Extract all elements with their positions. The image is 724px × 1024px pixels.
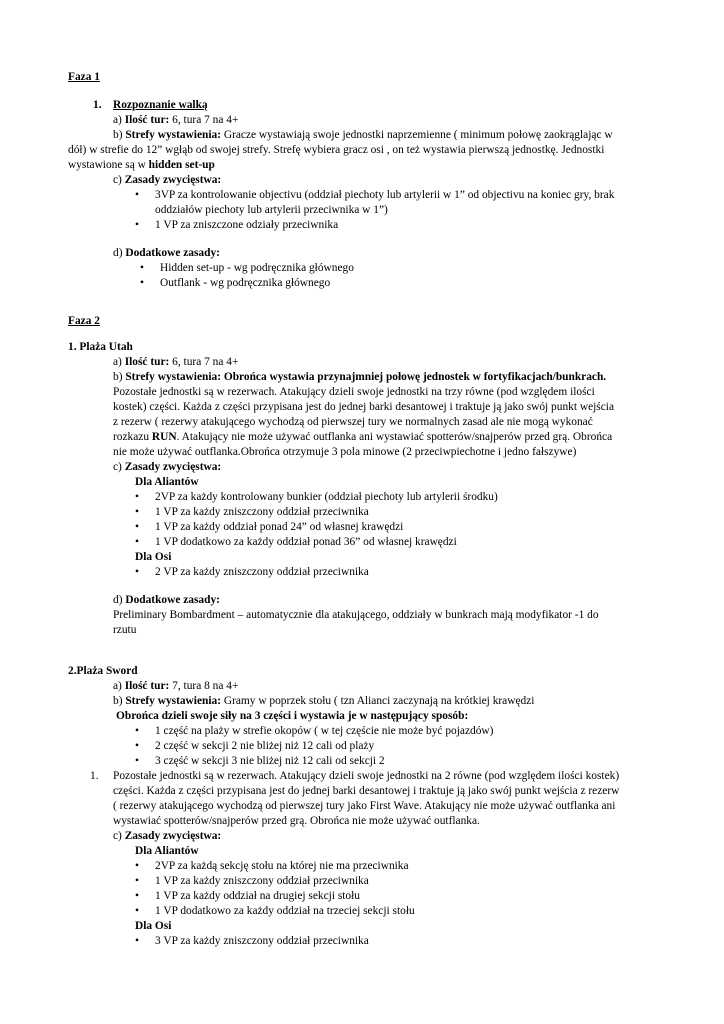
bullet-icon: •	[135, 890, 139, 902]
utah-axis-item: 2 VP za każdy zniszczony oddział przeciwnika	[155, 566, 369, 578]
sword-paragraph-line3: ( rezerwy atakującego wychodzą od pierwszej tury jako First Wave. Atakujący nie może używać outflanka ani	[113, 800, 616, 812]
utah-axis-heading: Dla Osi	[135, 551, 172, 563]
bullet-icon: •	[135, 875, 139, 887]
bullet-icon: •	[135, 491, 139, 503]
sword-allies-heading: Dla Aliantów	[135, 845, 199, 857]
faza1-d-heading: d) Dodatkowe zasady:	[113, 247, 220, 259]
utah-allies-heading: Dla Aliantów	[135, 476, 199, 488]
faza1-c-bullet1-line1: 3VP za kontrolowanie objectivu (oddział piechoty lub artylerii w 1” od objectivu na koniec gry, brak	[155, 189, 615, 201]
sword-b-subheading: Obrońca dzieli swoje siły na 3 części i wystawia je w następujący sposób:	[116, 710, 469, 722]
bullet-icon: •	[135, 506, 139, 518]
bullet-icon: •	[135, 740, 139, 752]
sword-axis-heading: Dla Osi	[135, 920, 172, 932]
sword-allies-item: 1 VP dodatkowo za każdy oddział na trzeciej sekcji stołu	[155, 905, 415, 917]
sword-allies-item: 2VP za każdą sekcję stołu na której nie ma przeciwnika	[155, 860, 409, 872]
faza1-a-line: a) Ilość tur: 6, tura 7 na 4+	[113, 114, 239, 126]
sword-allies-item: 1 VP za każdy zniszczony oddział przeciwnika	[155, 875, 369, 887]
sword-paragraph-line4: wystawiać spotterów/snajperów przed grą. Obrońca nie może używać outflanka.	[113, 815, 480, 827]
utah-paragraph-line3: z rezerw ( rezerwy atakującego wychodzą od pierwszej tury we normalnych zasad ale nie mogą wykonać	[113, 416, 593, 428]
bullet-icon: •	[140, 262, 144, 274]
faza1-item-title: Rozpoznanie walką	[113, 99, 208, 111]
faza1-heading: Faza 1	[68, 71, 100, 83]
sword-axis-item: 3 VP za każdy zniszczony oddział przeciwnika	[155, 935, 369, 947]
utah-paragraph-line2: kostek) części. Każda z części przypisana jest do jednej barki desantowej i traktuje ją jako swój punkt wejścia	[113, 401, 615, 413]
bullet-icon: •	[140, 277, 144, 289]
bullet-icon: •	[135, 905, 139, 917]
utah-c-heading: c) Zasady zwycięstwa:	[113, 461, 222, 473]
bullet-icon: •	[135, 536, 139, 548]
bullet-icon: •	[135, 219, 139, 231]
utah-a-line: a) Ilość tur: 6, tura 7 na 4+	[113, 356, 239, 368]
sword-item-number: 1.	[90, 770, 99, 782]
utah-paragraph-line4: rozkazu RUN. Atakujący nie może używać outflanka ani wystawiać spotterów/snajperów przed grą. Obrońca	[113, 431, 613, 443]
sword-a-line: a) Ilość tur: 7, tura 8 na 4+	[113, 680, 239, 692]
faza1-c-bullet2: 1 VP za zniszczone odziały przeciwnika	[155, 219, 339, 231]
sword-deploy-item: 1 część na plaży w strefie okopów ( w tej częście nie może być pojazdów)	[155, 725, 494, 737]
utah-paragraph-line5: nie może używać outflanka.Obrońca otrzymuje 3 pola minowe (2 przeciwpiechotne i jedno fałszywe)	[113, 446, 577, 458]
sword-c-heading: c) Zasady zwycięstwa:	[113, 830, 222, 842]
sword-b-line: b) Strefy wystawienia: Gramy w poprzek stołu ( tzn Alianci zaczynają na krótkiej krawędzi	[113, 695, 535, 707]
faza1-b-line1: b) Strefy wystawienia: Gracze wystawiają swoje jednostki naprzemienne ( minimum połowę zaokrąglając w	[113, 129, 613, 141]
faza1-item-number: 1.	[93, 99, 102, 111]
bullet-icon: •	[135, 935, 139, 947]
bullet-icon: •	[135, 725, 139, 737]
sword-title: 2.Plaża Sword	[68, 665, 138, 677]
utah-paragraph-line1: Pozostałe jednostki są w rezerwach. Atakujący dzieli swoje jednostki na trzy równe (pod względem ilości	[113, 386, 595, 398]
faza1-d-bullet2: Outflank - wg podręcznika głównego	[160, 277, 331, 289]
sword-deploy-item: 2 część w sekcji 2 nie bliżej niż 12 cali od plaży	[155, 740, 375, 752]
utah-b-line: b) Strefy wystawienia: Obrońca wystawia przynajmniej połowę jednostek w fortyfikacjach/bunkrach.	[113, 371, 607, 383]
utah-allies-item: 2VP za każdy kontrolowany bunkier (oddział piechoty lub artylerii środku)	[155, 491, 498, 503]
faza1-c-heading: c) Zasady zwycięstwa:	[113, 174, 222, 186]
utah-title: 1. Plaża Utah	[68, 341, 133, 353]
utah-d-line1: Preliminary Bombardment – automatycznie dla atakującego, oddziały w bunkrach mają modyfikator -1 do	[113, 609, 599, 621]
faza1-b-line3: wystawione są w hidden set-up	[68, 159, 215, 171]
sword-deploy-item: 3 część w sekcji 3 nie bliżej niż 12 cali od sekcji 2	[155, 755, 385, 767]
bullet-icon: •	[135, 566, 139, 578]
utah-d-line2: rzutu	[113, 624, 137, 636]
bullet-icon: •	[135, 521, 139, 533]
sword-allies-item: 1 VP za każdy oddział na drugiej sekcji stołu	[155, 890, 360, 902]
utah-allies-item: 1 VP za każdy zniszczony oddział przeciwnika	[155, 506, 369, 518]
sword-paragraph-line2: części. Każda z części przypisana jest do jednej barki desantowej i traktuje ją jako swój punkt wejścia z rezerw	[113, 785, 620, 797]
sword-paragraph-line1: Pozostałe jednostki są w rezerwach. Atakujący dzieli swoje jednostki na 2 równe (pod względem ilości kostek)	[113, 770, 620, 782]
utah-d-heading: d) Dodatkowe zasady:	[113, 594, 220, 606]
bullet-icon: •	[135, 189, 139, 201]
bullet-icon: •	[135, 755, 139, 767]
faza1-b-line2: dół) w strefie do 12” wgłąb od swojej strefy. Strefę wybiera gracz osi , on też wystawia pierwszą jednostkę. Jednostki	[68, 144, 605, 156]
utah-allies-item: 1 VP za każdy oddział ponad 24” od własnej krawędzi	[155, 521, 404, 533]
faza1-c-bullet1-line2: oddziałów piechoty lub artylerii przeciwnika w 1”)	[155, 204, 388, 216]
utah-allies-item: 1 VP dodatkowo za każdy oddział ponad 36” od własnej krawędzi	[155, 536, 457, 548]
bullet-icon: •	[135, 860, 139, 872]
faza2-heading: Faza 2	[68, 315, 100, 327]
faza1-d-bullet1: Hidden set-up - wg podręcznika głównego	[160, 262, 354, 274]
